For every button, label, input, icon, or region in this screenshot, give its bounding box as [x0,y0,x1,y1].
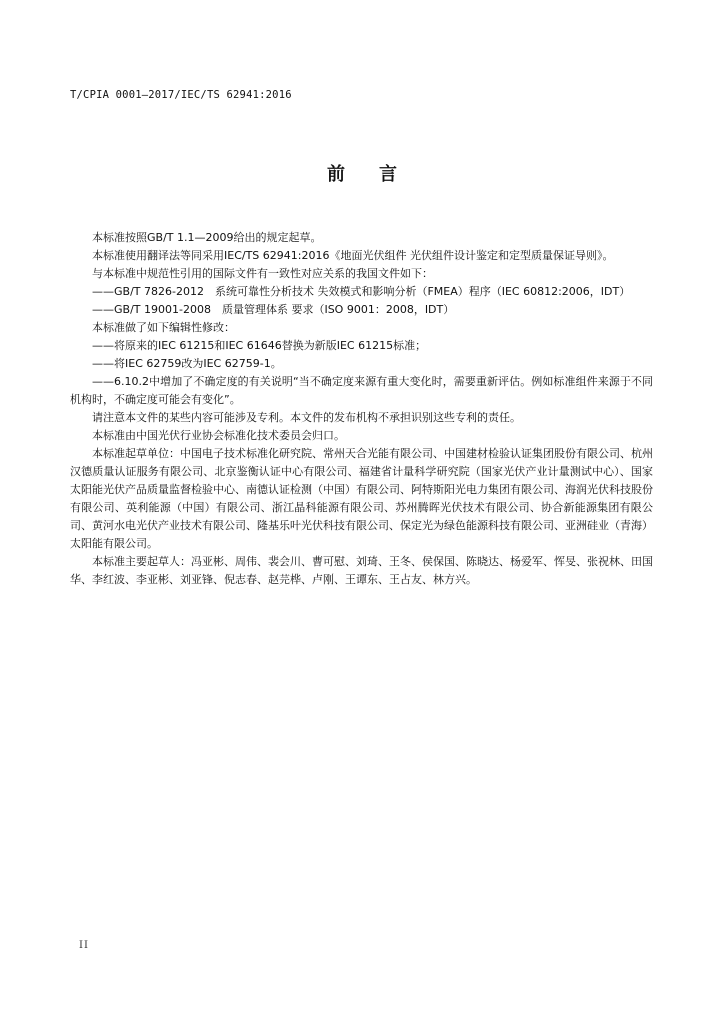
list-item-uncertainty-note: ——6.10.2中增加了不确定度的有关说明“当不确定度来源有重大变化时，需要重新评估。例如标准组件来源于不同机构时，不确定度可能会有变化”。 [70,375,653,406]
paragraph-drafting-organizations: 本标准起草单位：中国电子技术标准化研究院、常州天合光能有限公司、中国建材检验认证集团股份有限公司、杭州汉德质量认证服务有限公司、北京鉴衡认证中心有限公司、福建省计量科学研究院（国家光伏产业计量测试中心）、国家太阳能光伏产品质量监督检验中心、南德认证检测（中国）有限公司、阿特斯阳光电力集团有限公司、海润光伏科技股份有限公司、英利能源（中国）有限公司、浙江晶科能源有限公司、苏州腾晖光伏技术有限公司、协合新能源集团有限公司、黄河水电光伏产业技术有限公司、隆基乐叶光伏科技有限公司、保定光为绿色能源科技有限公司、亚洲硅业（青海）太阳能有限公司。 [70,447,653,550]
paragraph-patent-notice: 请注意本文件的某些内容可能涉及专利。本文件的发布机构不承担识别这些专利的责任。 [92,411,521,424]
list-item-iec-62759: ——将IEC 62759改为IEC 62759-1。 [92,357,282,370]
paragraph-responsible-committee: 本标准由中国光伏行业协会标准化技术委员会归口。 [92,429,345,442]
document-id-header: T/CPIA 0001—2017/IEC/TS 62941:2016 [70,89,292,101]
paragraph-editorial-changes-intro: 本标准做了如下编辑性修改： [92,321,235,334]
paragraph-principal-drafters: 本标准主要起草人：冯亚彬、周伟、裴会川、曹可慰、刘琦、王冬、侯保国、陈晓达、杨爱军、恽旻、张祝林、田国华、李红波、李亚彬、刘亚锋、倪志春、赵芫桦、卢刚、王谭东、王占友、林方兴。 [70,555,653,586]
paragraph-translation-method: 本标准使用翻译法等同采用IEC/TS 62941:2016《地面光伏组件 光伏组件设计鉴定和定型质量保证导则》。 [92,249,614,262]
list-item-gbt-19001: ——GB/T 19001-2008 质量管理体系 要求（ISO 9001：2008，IDT） [92,303,455,316]
list-item-gbt-7826: ——GB/T 7826-2012 系统可靠性分析技术 失效模式和影响分析（FMEA）程序（IEC 60812:2006，IDT） [92,285,631,298]
page-number: II [79,940,89,951]
page-title: 前言 [327,164,431,185]
paragraph-normative-references-intro: 与本标准中规范性引用的国际文件有一致性对应关系的我国文件如下： [92,267,433,280]
paragraph-drafting-rules: 本标准按照GB/T 1.1—2009给出的规定起草。 [92,231,322,244]
list-item-iec-61215: ——将原来的IEC 61215和IEC 61646替换为新版IEC 61215标准； [92,339,427,352]
foreword-body [70,229,653,589]
